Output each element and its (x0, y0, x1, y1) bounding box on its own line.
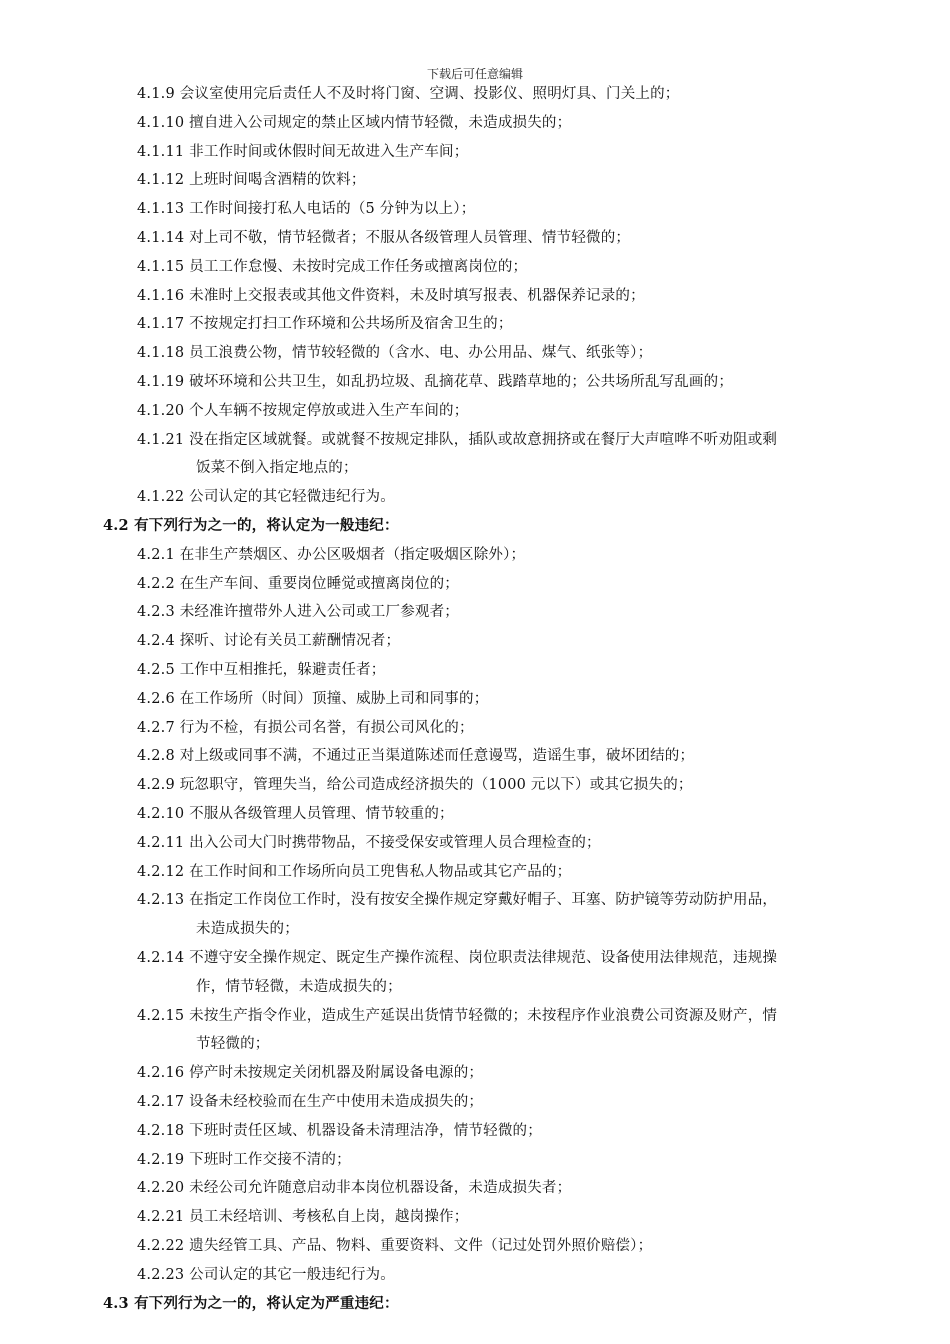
clause-item: 4.2.23 公司认定的其它一般违纪行为。 (137, 1266, 395, 1283)
clause-item: 4.1.16 未准时上交报表或其他文件资料，未及时填写报表、机器保养记录的； (137, 287, 645, 304)
clause-item: 4.2.1 在非生产禁烟区、办公区吸烟者（指定吸烟区除外）； (137, 546, 526, 563)
clause-item: 4.2.19 下班时工作交接不清的； (137, 1151, 351, 1168)
clause-item: 4.2.13 在指定工作岗位工作时，没有按安全操作规定穿戴好帽子、耳塞、防护镜等劳动防护用品， (137, 892, 778, 909)
clause-item: 4.2.22 遗失经管工具、产品、物料、重要资料、文件（记过处罚外照价赔偿）； (137, 1238, 653, 1254)
clause-item: 4.2.20 未经公司允许随意启动非本岗位机器设备，未造成损失者； (137, 1180, 572, 1197)
clause-item: 4.2.10 不服从各级管理人员管理、情节较重的； (137, 806, 454, 822)
clause-item: 4.2.4 探听、讨论有关员工薪酬情况者； (137, 633, 401, 650)
clause-item: 4.2.14 不遵守安全操作规定、既定生产操作流程、岗位职责法律规范、设备使用法律规范，违规操 (137, 950, 778, 966)
clause-item: 4.2.16 停产时未按规定关闭机器及附属设备电源的； (137, 1065, 484, 1082)
section-heading: 4.2 有下列行为之一的，将认定为一般违纪： (103, 517, 399, 534)
clause-item: 4.2.2 在生产车间、重要岗位睡觉或擅离岗位的； (137, 575, 460, 592)
clause-continuation: 节轻微的； (196, 1036, 270, 1053)
clause-continuation: 作，情节轻微，未造成损失的； (196, 978, 402, 995)
clause-item: 4.2.17 设备未经校验而在生产中使用未造成损失的； (137, 1094, 484, 1110)
clause-item: 4.1.20 个人车辆不按规定停放或进入生产车间的； (137, 402, 469, 419)
clause-item: 4.1.14 对上司不敬，情节轻微者；不服从各级管理人员管理、情节轻微的； (137, 230, 631, 246)
clause-item: 4.2.15 未按生产指令作业，造成生产延误出货情节轻微的；未按程序作业浪费公司资源及财产，情 (137, 1007, 778, 1024)
clause-continuation: 饭菜不倒入指定地点的； (196, 460, 358, 477)
clause-item: 4.1.10 擅自进入公司规定的禁止区域内情节轻微，未造成损失的； (137, 114, 572, 131)
section-heading: 4.3 有下列行为之一的，将认定为严重违纪： (103, 1294, 399, 1312)
clause-item: 4.2.5 工作中互相推托，躲避责任者； (137, 662, 386, 678)
clause-item: 4.2.9 玩忽职守，管理失当，给公司造成经济损失的（1000 元以下）或其它损失的； (137, 777, 693, 794)
clause-item: 4.1.18 员工浪费公物，情节较轻微的（含水、电、办公用品、煤气、纸张等）； (137, 345, 653, 362)
clause-item: 4.2.7 行为不检，有损公司名誉，有损公司风化的； (137, 719, 474, 736)
clause-item: 4.1.21 没在指定区域就餐。或就餐不按规定排队，插队或故意拥挤或在餐厅大声喧哗不听劝阻或剩 (137, 431, 778, 448)
clause-item: 4.2.6 在工作场所（时间）顶撞、威胁上司和同事的； (137, 690, 489, 707)
clause-item: 4.1.12 上班时间喝含酒精的饮料； (137, 172, 366, 189)
clause-item: 4.2.11 出入公司大门时携带物品，不接受保安或管理人员合理检查的； (137, 834, 601, 851)
clause-continuation: 未造成损失的； (196, 921, 299, 938)
clause-item: 4.1.13 工作时间接打私人电话的（5 分钟为以上）； (137, 201, 476, 218)
page-header: 下载后可任意编辑 (426, 67, 523, 81)
clause-item: 4.1.9 会议室使用完后责任人不及时将门窗、空调、投影仪、照明灯具、门关上的； (137, 86, 680, 102)
clause-item: 4.1.17 不按规定打扫工作环境和公共场所及宿舍卫生的； (137, 316, 513, 333)
clause-item: 4.1.11 非工作时间或休假时间无故进入生产车间； (137, 143, 469, 160)
clause-item: 4.1.19 破坏环境和公共卫生，如乱扔垃圾、乱摘花草、践踏草地的；公共场所乱写乱画的； (137, 374, 734, 390)
clause-item: 4.2.18 下班时责任区域、机器设备未清理洁净，情节轻微的； (137, 1122, 542, 1139)
clause-item: 4.1.15 员工工作怠慢、未按时完成工作任务或擅离岗位的； (137, 258, 528, 275)
clause-item: 4.2.21 员工未经培训、考核私自上岗，越岗操作； (137, 1209, 469, 1226)
clause-item: 4.2.8 对上级或同事不满，不通过正当渠道陈述而任意谩骂，造谣生事，破坏团结的； (137, 748, 695, 765)
clause-item: 4.1.22 公司认定的其它轻微违纪行为。 (137, 489, 395, 506)
clause-item: 4.2.12 在工作时间和工作场所向员工兜售私人物品或其它产品的； (137, 863, 572, 880)
clause-item: 4.2.3 未经准许擅带外人进入公司或工厂参观者； (137, 604, 460, 621)
